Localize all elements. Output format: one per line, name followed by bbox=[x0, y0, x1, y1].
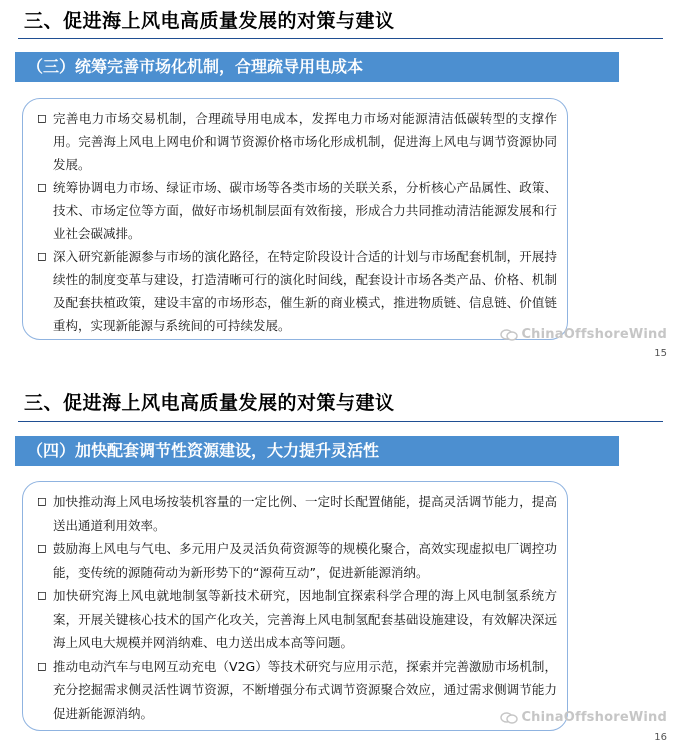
slide-16 bbox=[0, 376, 681, 749]
checkbox-bullet-icon: ◻ bbox=[37, 494, 47, 508]
watermark bbox=[500, 710, 667, 725]
checkbox-bullet-icon: ◻ bbox=[37, 541, 47, 555]
bullet-text: 加快推动海上风电场按装机容量的一定比例、一定时长配置储能，提高灵活调节能力，提高送出通道利用效率。 bbox=[53, 494, 557, 533]
checkbox-bullet-icon: ◻ bbox=[37, 249, 47, 263]
bullet-item bbox=[37, 537, 557, 584]
watermark bbox=[500, 327, 667, 342]
watermark-text: ChinaOffshoreWind bbox=[521, 710, 667, 725]
bullet-item bbox=[37, 490, 557, 537]
bullet-item bbox=[37, 245, 557, 337]
bullet-item bbox=[37, 176, 557, 245]
wechat-icon bbox=[500, 712, 518, 724]
checkbox-bullet-icon: ◻ bbox=[37, 588, 47, 602]
bullet-item bbox=[37, 655, 557, 726]
checkbox-bullet-icon: ◻ bbox=[37, 111, 47, 125]
section-header: （四）加快配套调节性资源建设，大力提升灵活性 bbox=[15, 436, 619, 466]
bullet-text: 深入研究新能源参与市场的演化路径，在特定阶段设计合适的计划与市场配套机制，开展持续性的制度变革与建设，打造清晰可行的演化时间线，配套设计市场各类产品、价格、机制及配套扶植政策，建设丰富的市场形态，催生新的商业模式，推进物质链、信息链、价值链重构，实现新能源与系统间的可持续发展。 bbox=[53, 249, 557, 333]
watermark-text: ChinaOffshoreWind bbox=[521, 327, 667, 342]
bullet-text: 推动电动汽车与电网互动充电（V2G）等技术研究与应用示范，探索并完善激励市场机制，充分挖掘需求侧灵活性调节资源，不断增强分布式调节资源聚合效应，通过需求侧调节能力促进新能源消纳。 bbox=[53, 658, 557, 721]
page-number: 16 bbox=[654, 732, 667, 743]
checkbox-bullet-icon: ◻ bbox=[37, 180, 47, 194]
content-box bbox=[22, 481, 568, 731]
bullet-text: 鼓励海上风电与气电、多元用户及灵活负荷资源等的规模化聚合，高效实现虚拟电厂调控功能，变传统的源随荷动为新形势下的“源荷互动”，促进新能源消纳。 bbox=[53, 541, 557, 580]
slide-title: 三、促进海上风电高质量发展的对策与建议 bbox=[24, 10, 395, 32]
bullet-text: 加快研究海上风电就地制氢等新技术研究，因地制宜探索科学合理的海上风电制氢系统方案，开展关键核心技术的国产化攻关，完善海上风电制氢配套基础设施建设，有效解决深远海上风电大规模并网消纳难、电力送出成本高等问题。 bbox=[53, 588, 557, 650]
bullet-item bbox=[37, 107, 557, 176]
content-box bbox=[22, 98, 568, 340]
wechat-icon bbox=[500, 329, 518, 341]
bullet-text: 完善电力市场交易机制，合理疏导用电成本，发挥电力市场对能源清洁低碳转型的支撑作用。完善海上风电上网电价和调节资源价格市场化形成机制，促进海上风电与调节资源协同发展。 bbox=[53, 111, 557, 172]
section-header: （三）统筹完善市场化机制，合理疏导用电成本 bbox=[15, 52, 619, 82]
title-divider bbox=[18, 421, 663, 422]
checkbox-bullet-icon: ◻ bbox=[37, 658, 47, 673]
bullet-item bbox=[37, 584, 557, 655]
bullet-text: 统筹协调电力市场、绿证市场、碳市场等各类市场的关联关系，分析核心产品属性、政策、技术、市场定位等方面，做好市场机制层面有效衔接，形成合力共同推动清洁能源发展和行业社会碳减排。 bbox=[53, 180, 557, 241]
slide-15 bbox=[0, 0, 681, 372]
slide-title: 三、促进海上风电高质量发展的对策与建议 bbox=[24, 392, 395, 414]
page-number: 15 bbox=[654, 348, 667, 359]
title-divider bbox=[18, 38, 663, 39]
